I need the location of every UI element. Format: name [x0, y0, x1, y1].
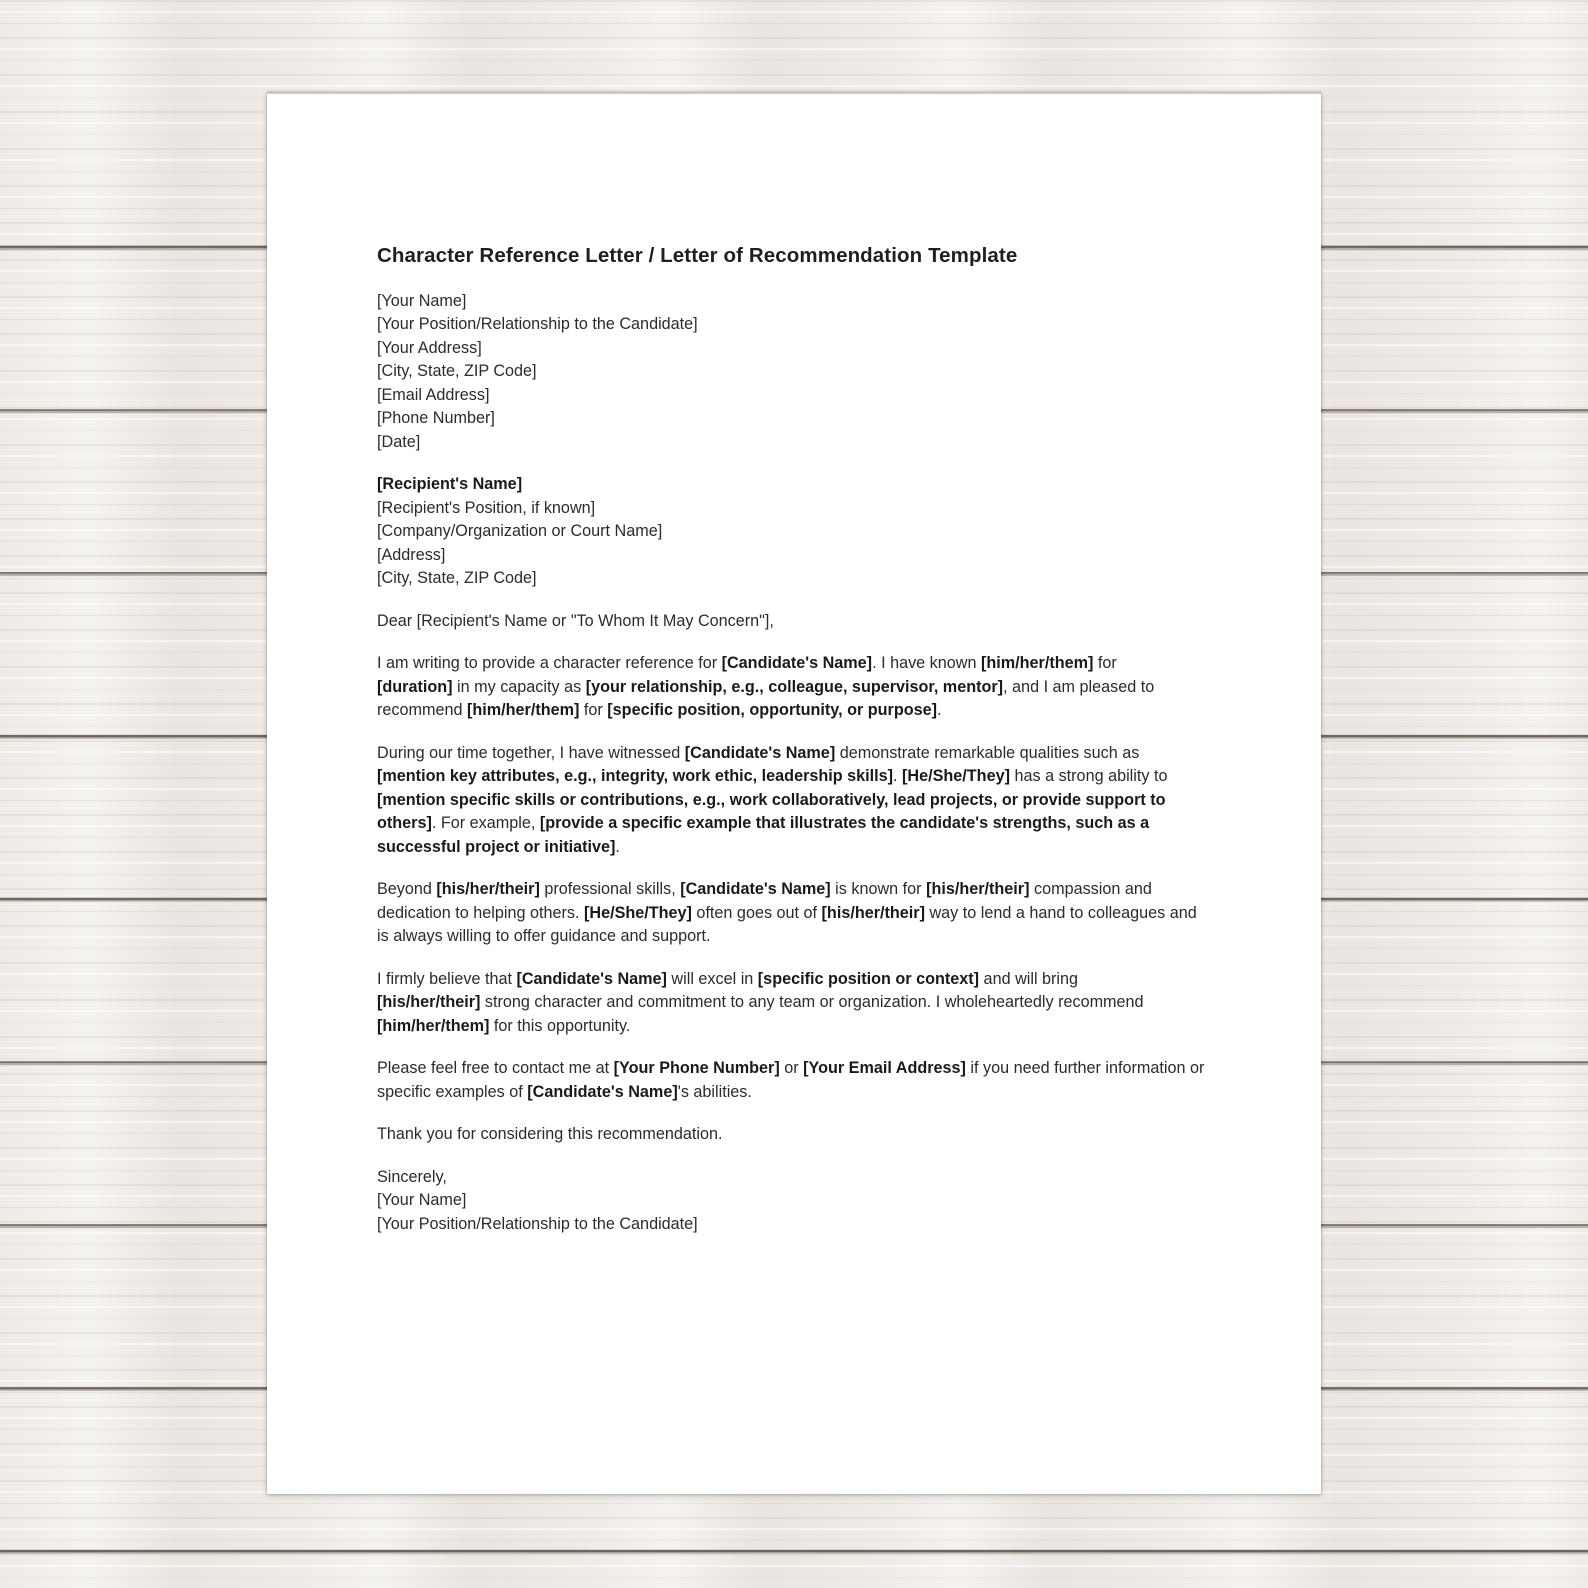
- signature-name: [Your Name]: [377, 1191, 467, 1209]
- salutation: Dear [Recipient's Name or "To Whom It May Concern"],: [377, 611, 774, 630]
- sender-address: [Your Address]: [377, 338, 482, 357]
- paragraph-endorsement: I firmly believe that [Candidate's Name] will excel in [specific position or context] and will bring [his/her/their] strong character and commitment to any team or organization. I wholeheartedly recommend [him/her/them] for this opportunity.: [377, 969, 1144, 1035]
- recipient-position: [Recipient's Position, if known]: [377, 498, 596, 517]
- recipient-block: [377, 473, 1207, 591]
- closing: Sincerely,: [377, 1167, 447, 1186]
- sender-position: [Your Position/Relationship to the Candidate]: [377, 315, 698, 333]
- paragraph-personal: Beyond [his/her/their] professional skills, [Candidate's Name] is known for [his/her/their] compassion and dedication to helping others. [He/She/They] often goes out of [his/her/their] way to lend a hand to colleagues and is always willing to offer guidance and support.: [377, 880, 1197, 945]
- recipient-city: [City, State, ZIP Code]: [377, 569, 537, 587]
- signature-block: [377, 1166, 1207, 1237]
- recipient-name: [Recipient's Name]: [377, 475, 523, 493]
- sender-phone: [Phone Number]: [377, 409, 495, 427]
- sender-block: [377, 290, 1207, 455]
- sender-name: [Your Name]: [377, 291, 467, 310]
- document-title: Character Reference Letter / Letter of Recommendation Template: [377, 244, 1018, 267]
- sender-email: [Email Address]: [377, 385, 490, 404]
- sender-city: [City, State, ZIP Code]: [377, 362, 537, 380]
- thank-you-line: Thank you for considering this recommendation.: [377, 1125, 723, 1143]
- paragraph-introduction: I am writing to provide a character reference for [Candidate's Name]. I have known [him/her/them] for [duration] in my capacity as [your relationship, e.g., colleague, supervisor, mentor], and I am pleased to recommend [him/her/them] for [specific position, opportunity, or purpose].: [377, 654, 1155, 719]
- recipient-address: [Address]: [377, 545, 446, 564]
- paragraph-qualities: During our time together, I have witnessed [Candidate's Name] demonstrate remarkable qualities such as [mention key attributes, e.g., integrity, work ethic, leadership skills]. [He/She/They] has a strong ability to [mention specific skills or contributions, e.g., work collaboratively, lead projects, or provide support to others]. For example, [provide a specific example that illustrates the candidate's strengths, such as a successful project or initiative].: [377, 743, 1168, 856]
- paragraph-contact: Please feel free to contact me at [Your Phone Number] or [Your Email Address] if you need further information or specific examples of [Candidate's Name]'s abilities.: [377, 1059, 1205, 1101]
- letter-content: [377, 244, 1207, 1255]
- letter-page: [267, 92, 1321, 1494]
- signature-position: [Your Position/Relationship to the Candidate]: [377, 1214, 698, 1233]
- recipient-organization: [Company/Organization or Court Name]: [377, 522, 663, 540]
- sender-date: [Date]: [377, 432, 421, 451]
